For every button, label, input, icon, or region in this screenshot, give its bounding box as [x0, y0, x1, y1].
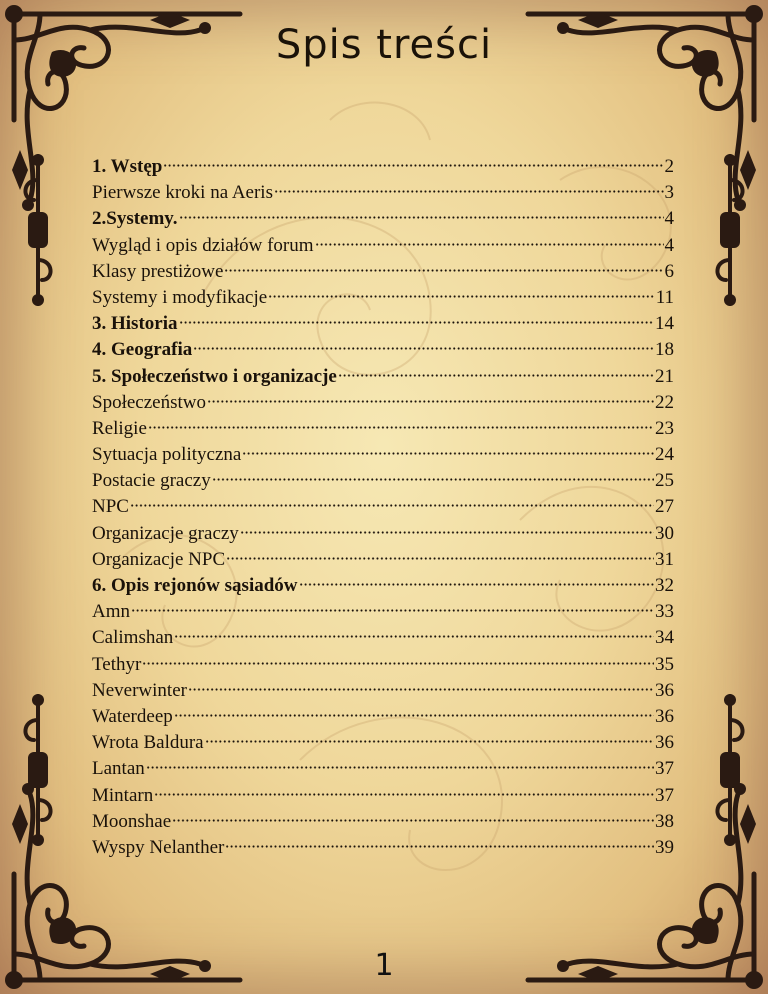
toc-entry-page: 32 — [655, 575, 674, 596]
toc-dot-leader — [174, 714, 654, 717]
toc-entry-page: 3 — [664, 182, 674, 204]
toc-dot-leader — [172, 819, 654, 822]
toc-entry-label: Wyspy Nelanther — [92, 836, 225, 858]
toc-entry-page: 36 — [655, 732, 674, 754]
toc-entry-label: Lantan — [92, 758, 145, 780]
toc-entry[interactable] — [92, 311, 674, 337]
toc-dot-leader — [130, 504, 654, 507]
toc-dot-leader — [274, 190, 664, 193]
toc-entry-page: 4 — [664, 234, 674, 256]
toc-entry-label: Społeczeństwo — [92, 391, 206, 413]
ornamental-side-post-right-bottom-icon — [708, 690, 752, 850]
toc-dot-leader — [146, 766, 654, 769]
toc-entry-label: Mintarn — [92, 784, 154, 806]
toc-entry-label: Organizacje NPC — [92, 548, 226, 570]
toc-entry-page: 23 — [655, 417, 674, 439]
toc-entry[interactable] — [92, 521, 674, 547]
toc-entry-label: 4. Geografia — [92, 339, 193, 361]
toc-entry[interactable] — [92, 233, 674, 259]
toc-dot-leader — [142, 662, 654, 665]
toc-dot-leader — [193, 347, 654, 350]
toc-entry[interactable] — [92, 573, 674, 599]
toc-entry-page: 37 — [655, 784, 674, 806]
toc-entry-label: Amn — [92, 601, 130, 623]
toc-dot-leader — [226, 557, 654, 560]
toc-entry-page: 34 — [655, 627, 674, 649]
toc-entry[interactable] — [92, 416, 674, 442]
toc-dot-leader — [179, 216, 664, 219]
toc-entry-label: Organizacje graczy — [92, 522, 239, 544]
toc-entry[interactable] — [92, 364, 674, 390]
toc-dot-leader — [174, 635, 654, 638]
toc-entry-page: 35 — [655, 653, 674, 675]
toc-entry-page: 27 — [655, 496, 674, 518]
toc-entry-page: 24 — [655, 444, 674, 466]
toc-entry-label: Systemy i modyfikacje — [92, 286, 268, 308]
toc-dot-leader — [148, 426, 654, 429]
toc-entry-page: 36 — [655, 679, 674, 701]
toc-entry-page: 39 — [655, 836, 674, 858]
toc-entry-page: 25 — [655, 470, 674, 492]
toc-dot-leader — [212, 478, 654, 481]
toc-entry-page: 2 — [664, 156, 674, 177]
ornamental-side-post-left-bottom-icon — [16, 690, 60, 850]
toc-entry[interactable] — [92, 285, 674, 311]
toc-entry-page: 21 — [655, 365, 674, 387]
toc-entry-page: 6 — [664, 260, 674, 282]
toc-entry-page: 38 — [655, 810, 674, 832]
toc-entry[interactable] — [92, 337, 674, 363]
toc-entry-label: 3. Historia — [92, 313, 178, 335]
toc-entry[interactable] — [92, 390, 674, 416]
toc-entry-label: Sytuacja polityczna — [92, 444, 242, 466]
toc-entry-label: Neverwinter — [92, 679, 187, 701]
toc-entry[interactable] — [92, 206, 674, 232]
toc-entry-label: Postacie graczy — [92, 470, 211, 492]
toc-entry-page: 18 — [655, 339, 674, 361]
toc-dot-leader — [225, 845, 654, 848]
toc-dot-leader — [188, 688, 654, 691]
toc-entry-label: Wygląd i opis działów forum — [92, 234, 314, 256]
toc-entry-label: 1. Wstęp — [92, 156, 163, 177]
toc-entry[interactable] — [92, 180, 674, 206]
ornamental-side-post-right-top-icon — [708, 150, 752, 310]
toc-dot-leader — [131, 609, 654, 612]
toc-entry[interactable] — [92, 154, 674, 180]
toc-entry-page: 22 — [655, 391, 674, 413]
toc-entry-page: 37 — [655, 758, 674, 780]
toc-dot-leader — [338, 374, 654, 377]
toc-entry-label: Religie — [92, 417, 147, 439]
toc-entry-label: Tethyr — [92, 653, 142, 675]
toc-entry[interactable] — [92, 809, 674, 835]
toc-dot-leader — [179, 321, 655, 324]
toc-entry[interactable] — [92, 599, 674, 625]
toc-entry[interactable] — [92, 756, 674, 782]
toc-entry-page: 30 — [655, 522, 674, 544]
toc-entry[interactable] — [92, 259, 674, 285]
toc-entry-page: 33 — [655, 601, 674, 623]
toc-entry-label: Moonshae — [92, 810, 172, 832]
toc-dot-leader — [154, 793, 654, 796]
toc-entry[interactable] — [92, 494, 674, 520]
toc-entry[interactable] — [92, 835, 674, 861]
toc-dot-leader — [240, 531, 654, 534]
page-number: 1 — [374, 948, 394, 983]
ornamental-side-post-left-top-icon — [16, 150, 60, 310]
toc-entry-label: 2.Systemy. — [92, 208, 178, 230]
toc-dot-leader — [299, 583, 654, 586]
toc-entry[interactable] — [92, 652, 674, 678]
page-title: Spis treści — [275, 22, 493, 68]
toc-dot-leader — [207, 400, 654, 403]
toc-entry-page: 14 — [655, 313, 674, 335]
toc-entry-label: Waterdeep — [92, 705, 173, 727]
toc-entry-page: 11 — [655, 286, 674, 308]
toc-dot-leader — [315, 243, 664, 246]
toc-entry[interactable] — [92, 730, 674, 756]
toc-dot-leader — [242, 452, 654, 455]
toc-entry-label: Wrota Baldura — [92, 732, 204, 754]
toc-entry-label: 6. Opis rejonów sąsiadów — [92, 575, 298, 596]
toc-entry-page: 36 — [655, 705, 674, 727]
toc-entry-page: 31 — [655, 548, 674, 570]
table-of-contents — [92, 154, 674, 861]
toc-dot-leader — [163, 164, 663, 167]
toc-entry-label: Klasy prestiżowe — [92, 260, 224, 282]
toc-entry-label: Pierwsze kroki na Aeris — [92, 182, 273, 204]
toc-dot-leader — [268, 295, 655, 298]
toc-entry-label: 5. Społeczeństwo i organizacje — [92, 365, 337, 387]
toc-entry-label: Calimshan — [92, 627, 174, 649]
toc-entry[interactable] — [92, 442, 674, 468]
toc-entry-label: NPC — [92, 496, 129, 518]
toc-entry[interactable] — [92, 704, 674, 730]
toc-entry[interactable] — [92, 678, 674, 704]
toc-dot-leader — [224, 269, 663, 272]
toc-entry[interactable] — [92, 468, 674, 494]
toc-entry[interactable] — [92, 783, 674, 809]
toc-entry[interactable] — [92, 547, 674, 573]
toc-dot-leader — [205, 740, 654, 743]
toc-entry-page: 4 — [664, 208, 674, 230]
toc-entry[interactable] — [92, 625, 674, 651]
